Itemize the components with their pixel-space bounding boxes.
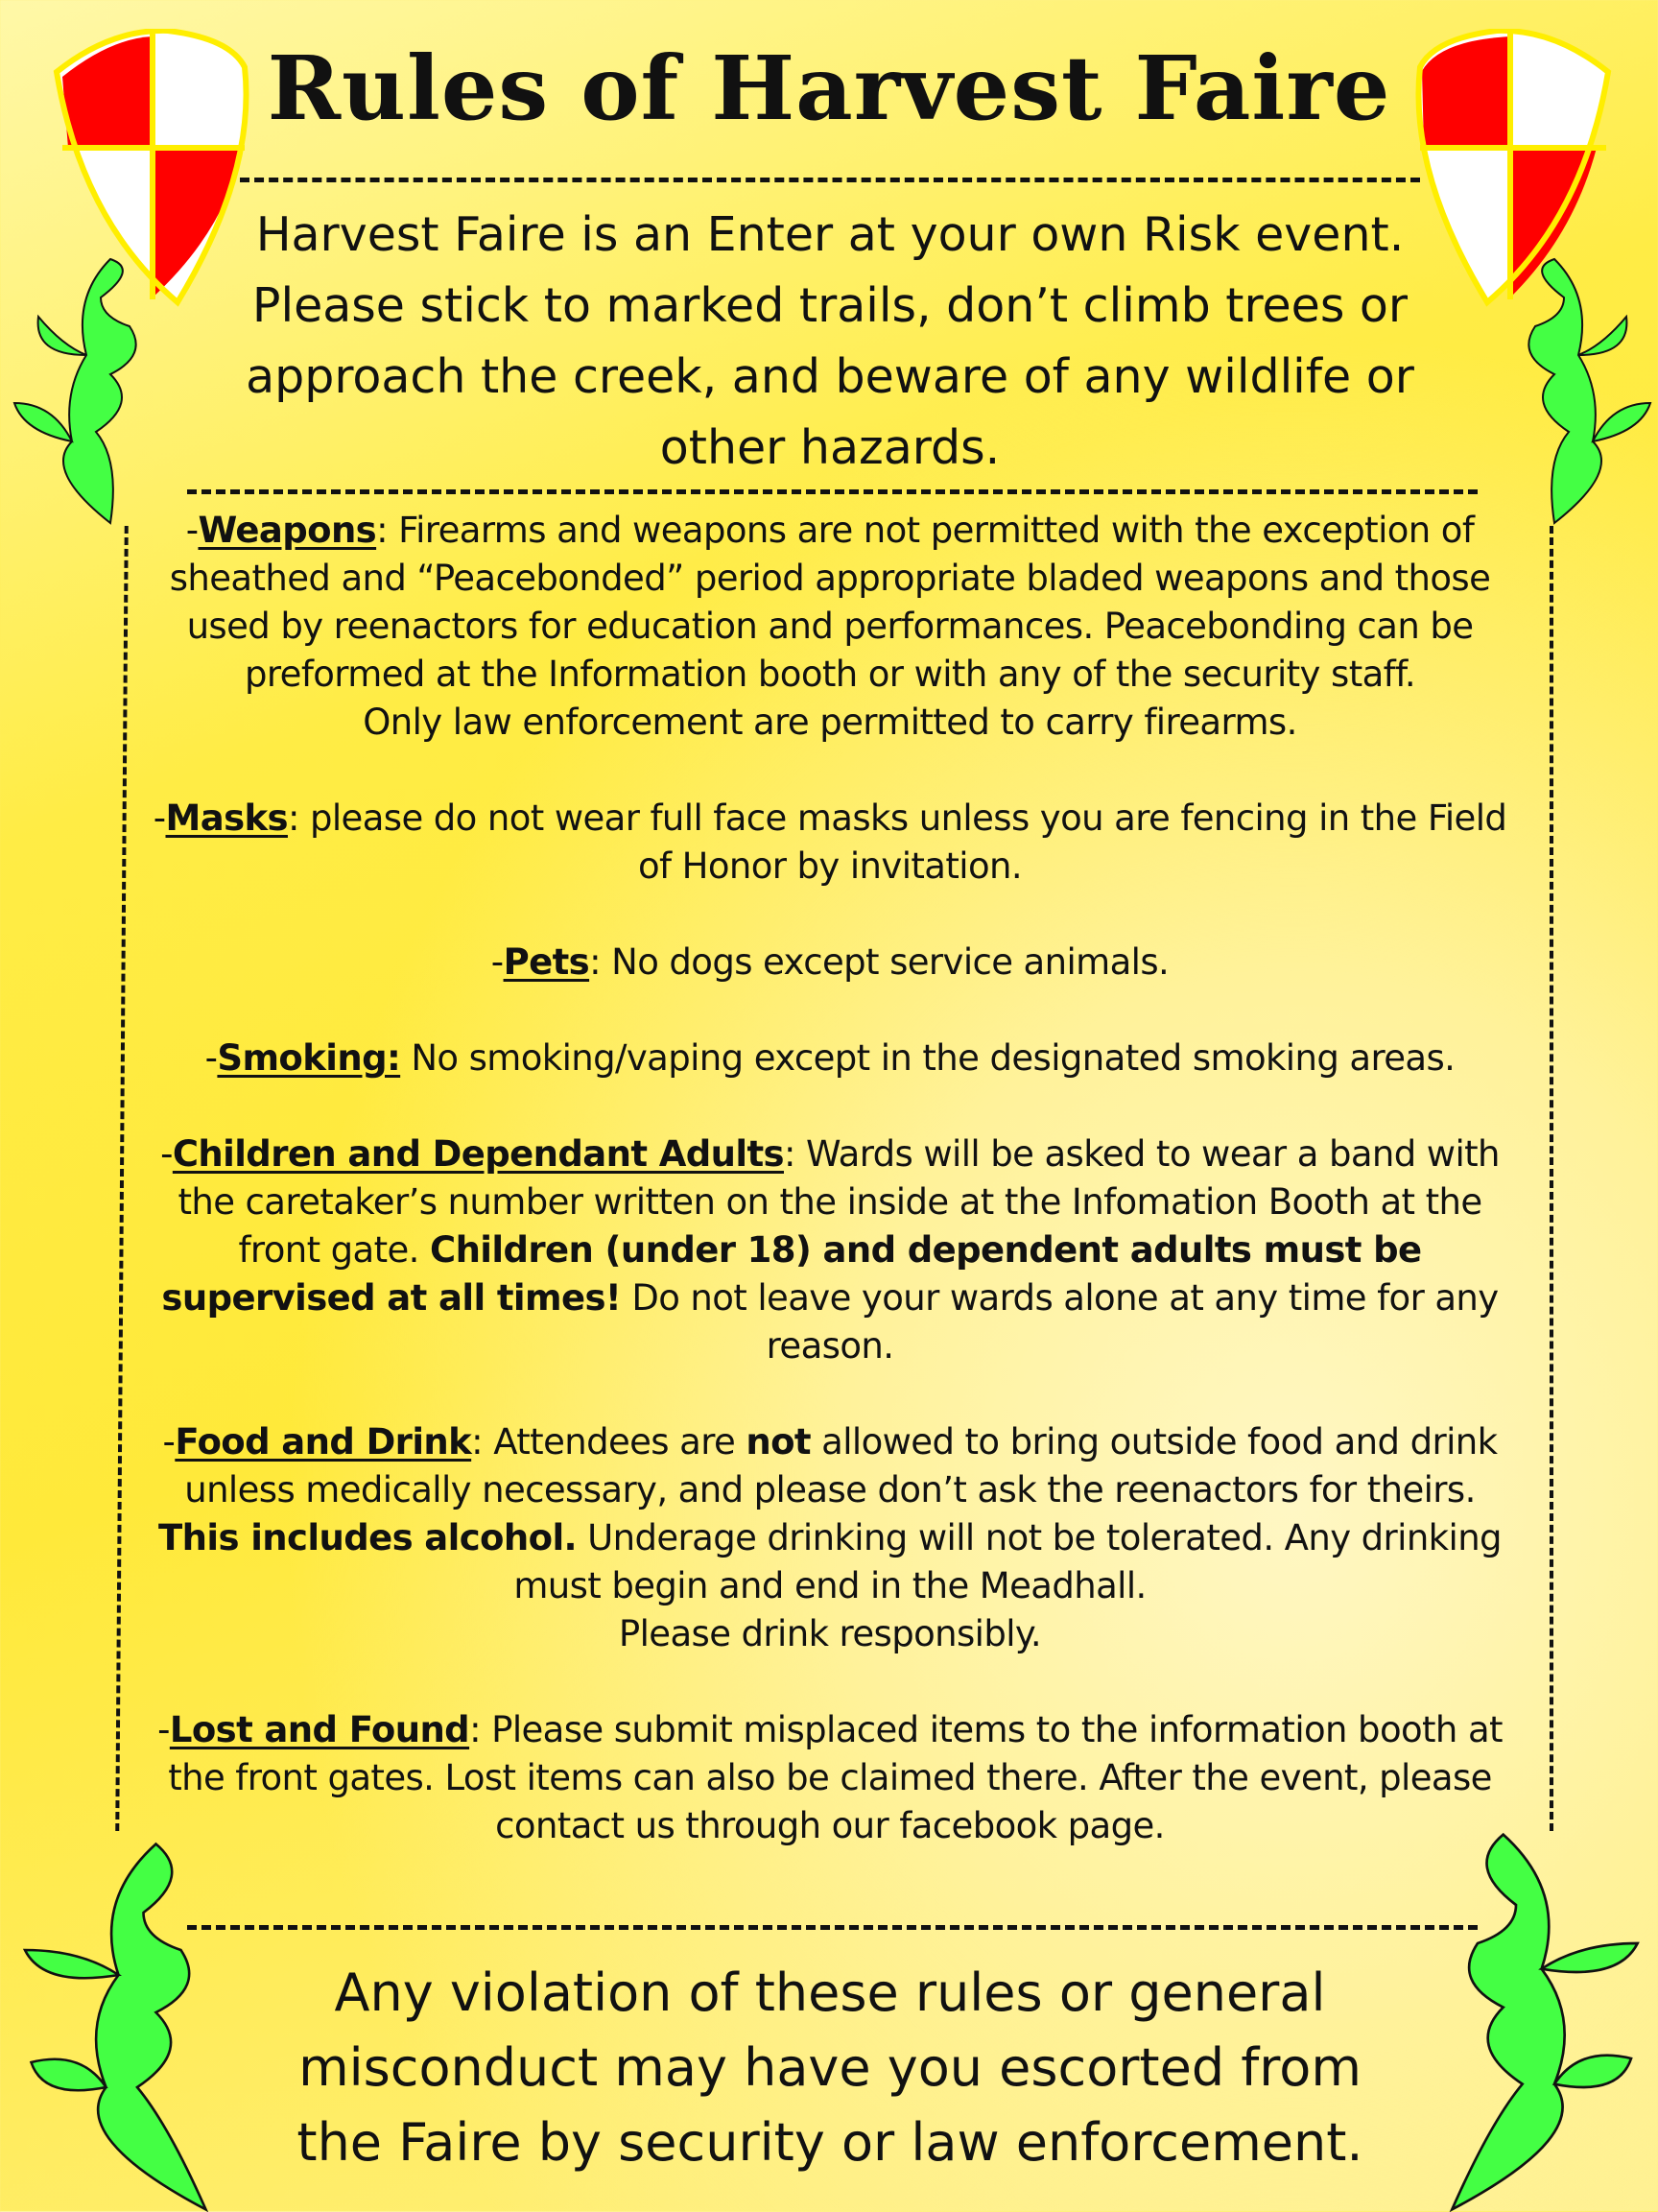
rule-extra: Please drink responsibly. bbox=[618, 1613, 1042, 1654]
page-title: Rules of Harvest Faire bbox=[267, 36, 1391, 140]
rule-prefix: - bbox=[490, 941, 504, 983]
divider-top bbox=[240, 178, 1420, 182]
rule-text: : No dogs except service animals. bbox=[589, 941, 1170, 983]
rule-prefix: - bbox=[160, 1133, 173, 1175]
rule-text: No smoking/vaping except in the designated smoking areas. bbox=[400, 1037, 1456, 1079]
rule-prefix: - bbox=[157, 1709, 170, 1750]
rule-text: : Please submit misplaced items to the information booth at the front gates. Lost items can also be claimed there. After the event, please contact us through our facebook page. bbox=[168, 1709, 1503, 1846]
rule-text: : Firearms and weapons are not permitted with the exception of sheathed and “Peacebonded” period appropriate bladed weapons and those used by reenactors for education and performances. Peacebonding can be preformed at the Information booth or with any of the security staff. bbox=[169, 510, 1491, 695]
rule-heading: Lost and Found bbox=[169, 1709, 470, 1750]
rule-item bbox=[144, 1035, 1516, 1082]
rule-text: not bbox=[746, 1421, 811, 1463]
rule-text: allowed to bring outside food and drink unless medically necessary, and please don’t ask the reenactors for theirs. bbox=[184, 1421, 1498, 1510]
rule-item bbox=[144, 1418, 1516, 1658]
rule-text: : please do not wear full face masks unless you are fencing in the Field of Honor by invitation. bbox=[287, 797, 1507, 887]
rule-prefix: - bbox=[185, 510, 199, 551]
rule-text: This includes alcohol. bbox=[158, 1517, 577, 1558]
rule-item bbox=[144, 795, 1516, 891]
rule-item bbox=[144, 1130, 1516, 1370]
rule-heading: Smoking: bbox=[217, 1037, 401, 1079]
intro-text: Harvest Faire is an Enter at your own Risk event. Please stick to marked trails, don’t climb trees or approach the creek, and beware of any wildlife or other hazards. bbox=[246, 207, 1414, 475]
rule-text: : Attendees are bbox=[471, 1421, 746, 1463]
rule-heading: Pets bbox=[503, 941, 590, 983]
rule-text: : Wards will be asked to wear a band with the caretaker’s number written on the inside at the Infomation Booth at the front gate. bbox=[178, 1133, 1500, 1271]
vine-top-right-icon bbox=[1497, 240, 1658, 528]
rule-item bbox=[144, 507, 1516, 747]
vine-top-left-icon bbox=[5, 240, 168, 528]
rule-text: Children (under 18) and dependent adults must be supervised at all times! bbox=[161, 1229, 1422, 1319]
rule-heading: Children and Dependant Adults bbox=[172, 1133, 784, 1175]
rule-text: Underage drinking will not be tolerated. Any drinking must begin and end in the Meadhall. bbox=[513, 1517, 1502, 1606]
rule-extra: Only law enforcement are permitted to carry firearms. bbox=[363, 702, 1297, 743]
divider-bottom bbox=[187, 1925, 1478, 1930]
rule-item bbox=[144, 939, 1516, 987]
frame-right bbox=[1550, 526, 1553, 1831]
rule-heading: Masks bbox=[165, 797, 288, 839]
footer-warning: Any violation of these rules or general misconduct may have you escorted from the Faire by security or law enforcement. bbox=[296, 1962, 1363, 2173]
rule-prefix: - bbox=[204, 1037, 218, 1079]
rules-list bbox=[144, 507, 1516, 1898]
frame-left bbox=[115, 526, 128, 1831]
rule-text: Do not leave your wards alone at any time for any reason. bbox=[621, 1277, 1499, 1367]
rule-heading: Weapons bbox=[198, 510, 377, 551]
rule-prefix: - bbox=[153, 797, 166, 839]
rule-prefix: - bbox=[162, 1421, 176, 1463]
rule-heading: Food and Drink bbox=[175, 1421, 472, 1463]
divider-intro bbox=[187, 489, 1478, 494]
rule-item bbox=[144, 1706, 1516, 1850]
